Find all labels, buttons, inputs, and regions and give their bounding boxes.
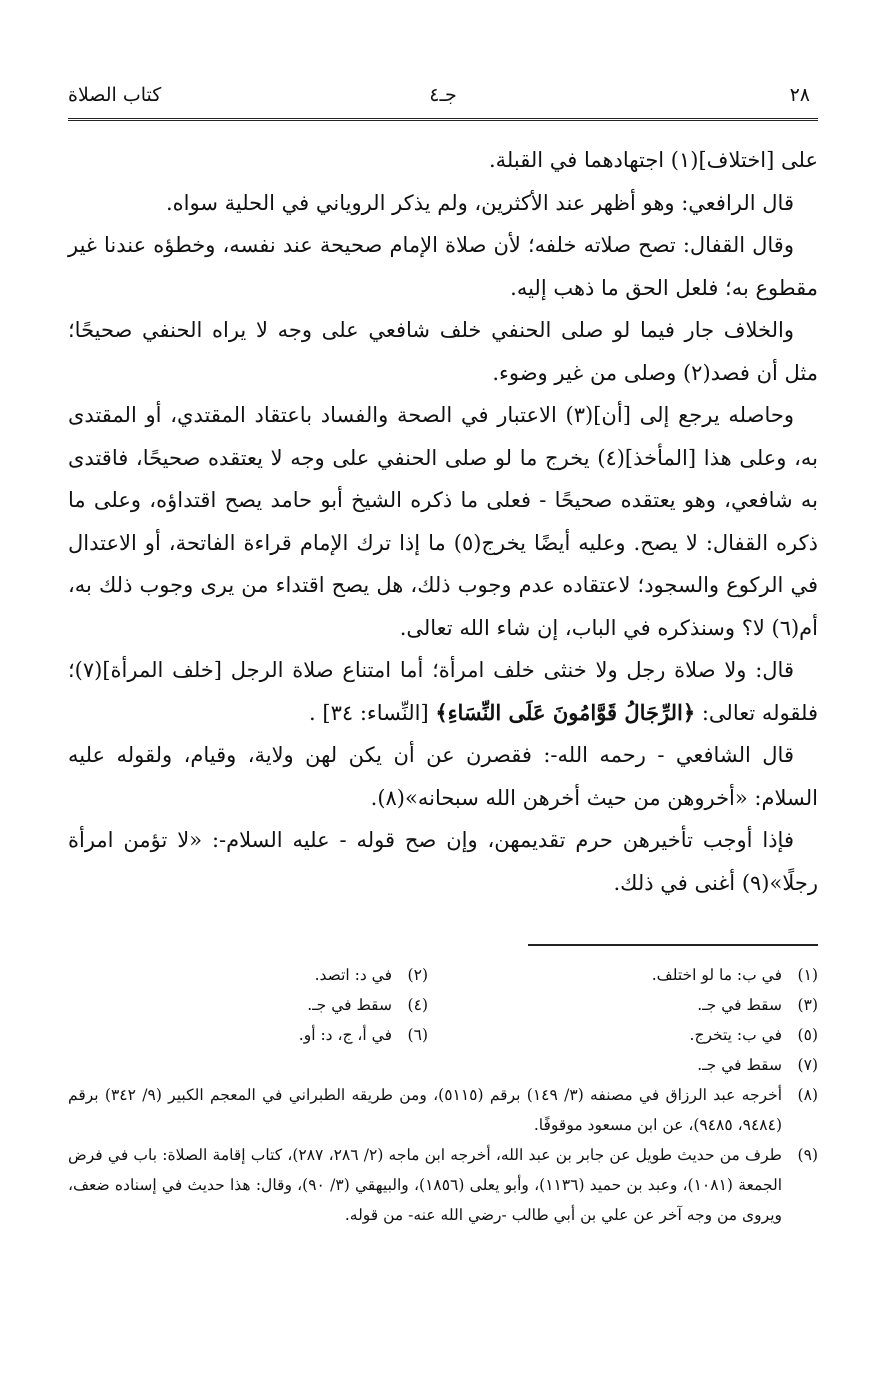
footnote-text: سقط في جـ. [697, 1056, 782, 1074]
paragraph-1: على [اختلاف](١) اجتهادهما في القبلة. [488, 148, 818, 172]
footnote-number: (١) [797, 966, 818, 984]
footnote-2 [68, 960, 428, 990]
footnote-8 [68, 1080, 818, 1140]
main-text [68, 139, 818, 904]
paragraph-5: وحاصله يرجع إلى [أن](٣) الاعتبار في الصحة والفساد باعتقاد المقتدي، أو المقتدى به، وعلى هذا [المأخذ](٤) يخرج ما لو صلى الحنفي على وجه لا يعتقده صحيحًا، فاقتدى به شافعي، وهو يعتقده صحيحًا - فعلى ما ذكره الشيخ أبو حامد يصح اقتداؤه، وعلى ما ذكره القفال: لا يصح. وعليه أيضًا يخرج(٥) ما إذا ترك الإمام قراءة الفاتحة، أو الاعتدال في الركوع والسجود؛ لاعتقاده عدم وجوب ذلك، هل يصح اقتداء من يرى وجوب ذلك به، أم(٦) لا؟ وسنذكره في الباب، إن شاء الله تعالى. [68, 403, 818, 640]
footnote-1 [458, 960, 818, 990]
quran-verse: ﴿الرِّجَالُ قَوَّامُونَ عَلَى النِّسَاءِ﴾ [435, 699, 696, 725]
footnote-number: (٣) [797, 996, 818, 1014]
paragraph-2: قال الرافعي: وهو أظهر عند الأكثرين، ولم يذكر الروياني في الحلية سواه. [166, 190, 794, 215]
volume-label: جـ٤ [429, 84, 457, 106]
footnote-text: في ب: يتخرج. [689, 1026, 782, 1044]
footnote-number: (٧) [797, 1056, 818, 1074]
paragraph-7: قال الشافعي - رحمه الله-: فقصرن عن أن يكن لهن ولاية، وقيام، ولقوله عليه السلام: «أخروهن من حيث أخرهن الله سبحانه»(٨). [68, 743, 818, 810]
footnote-4 [68, 990, 428, 1020]
footnote-number: (٦) [407, 1026, 428, 1044]
page-number: ٢٨ [789, 84, 810, 106]
paragraph-3: وقال القفال: تصح صلاته خلفه؛ لأن صلاة الإمام صحيحة عند نفسه، وخطؤه عندنا غير مقطوع به؛ فلعل الحق ما ذهب إليه. [68, 233, 818, 300]
footnote-separator [528, 944, 818, 946]
footnotes [68, 960, 818, 1230]
footnote-text: في د: اتصد. [314, 966, 392, 984]
running-header [68, 78, 818, 121]
footnote-text: في ب: ما لو اختلف. [651, 966, 782, 984]
footnote-text: سقط في جـ. [307, 996, 392, 1014]
footnote-number: (٢) [407, 966, 428, 984]
paragraph-6-intro: قال: ولا صلاة رجل ولا خنثى خلف امرأة؛ أما امتناع صلاة الرجل [خلف المرأة](٧)؛ فلقوله تعالى: [68, 658, 818, 725]
footnote-5 [458, 1020, 818, 1050]
paragraph-6 [68, 649, 818, 734]
footnote-grid [68, 960, 818, 1080]
footnote-number: (٤) [407, 996, 428, 1014]
footnote-text: أخرجه عبد الرزاق في مصنفه (٣/ ١٤٩) برقم (٥١١٥)، ومن طريقه الطبراني في المعجم الكبير (٩/ ٣٤٢) برقم (٩٤٨٤، ٩٤٨٥)، عن ابن مسعود موقوفًا. [68, 1086, 782, 1134]
footnote-7 [458, 1050, 818, 1080]
footnote-number: (٩) [797, 1146, 818, 1164]
footnote-6 [68, 1020, 428, 1050]
book-title: كتاب الصلاة [68, 84, 162, 106]
verse-citation: [النِّساء: ٣٤] . [309, 700, 436, 725]
footnote-text: طرف من حديث طويل عن جابر بن عبد الله، أخرجه ابن ماجه (٢/ ٢٨٦، ٢٨٧)، كتاب إقامة الصلاة: باب في فرض الجمعة (١٠٨١)، وعبد بن حميد (١١٣٦)، وأبو يعلى (١٨٥٦)، والبيهقي (٣/ ٩٠)، وقال: هذا حديث في إسناده ضعف، ويروى من وجه آخر عن علي بن أبي طالب -رضي الله عنه- من قوله. [68, 1146, 782, 1224]
footnote-text: سقط في جـ. [697, 996, 782, 1014]
paragraph-4: والخلاف جار فيما لو صلى الحنفي خلف شافعي على وجه لا يراه الحنفي صحيحًا؛ مثل أن فصد(٢) وصلى من غير وضوء. [68, 318, 818, 385]
footnote-9 [68, 1140, 818, 1230]
paragraph-8: فإذا أوجب تأخيرهن حرم تقديمهن، وإن صح قوله - عليه السلام-: «لا تؤمن امرأة رجلًا»(٩) أغنى في ذلك. [68, 828, 818, 895]
footnote-number: (٨) [797, 1086, 818, 1104]
footnote-text: في أ، ج، د: أو. [298, 1026, 392, 1044]
book-page [68, 78, 818, 1230]
footnote-number: (٥) [797, 1026, 818, 1044]
footnote-3 [458, 990, 818, 1020]
footnote-spacer [68, 1050, 428, 1080]
